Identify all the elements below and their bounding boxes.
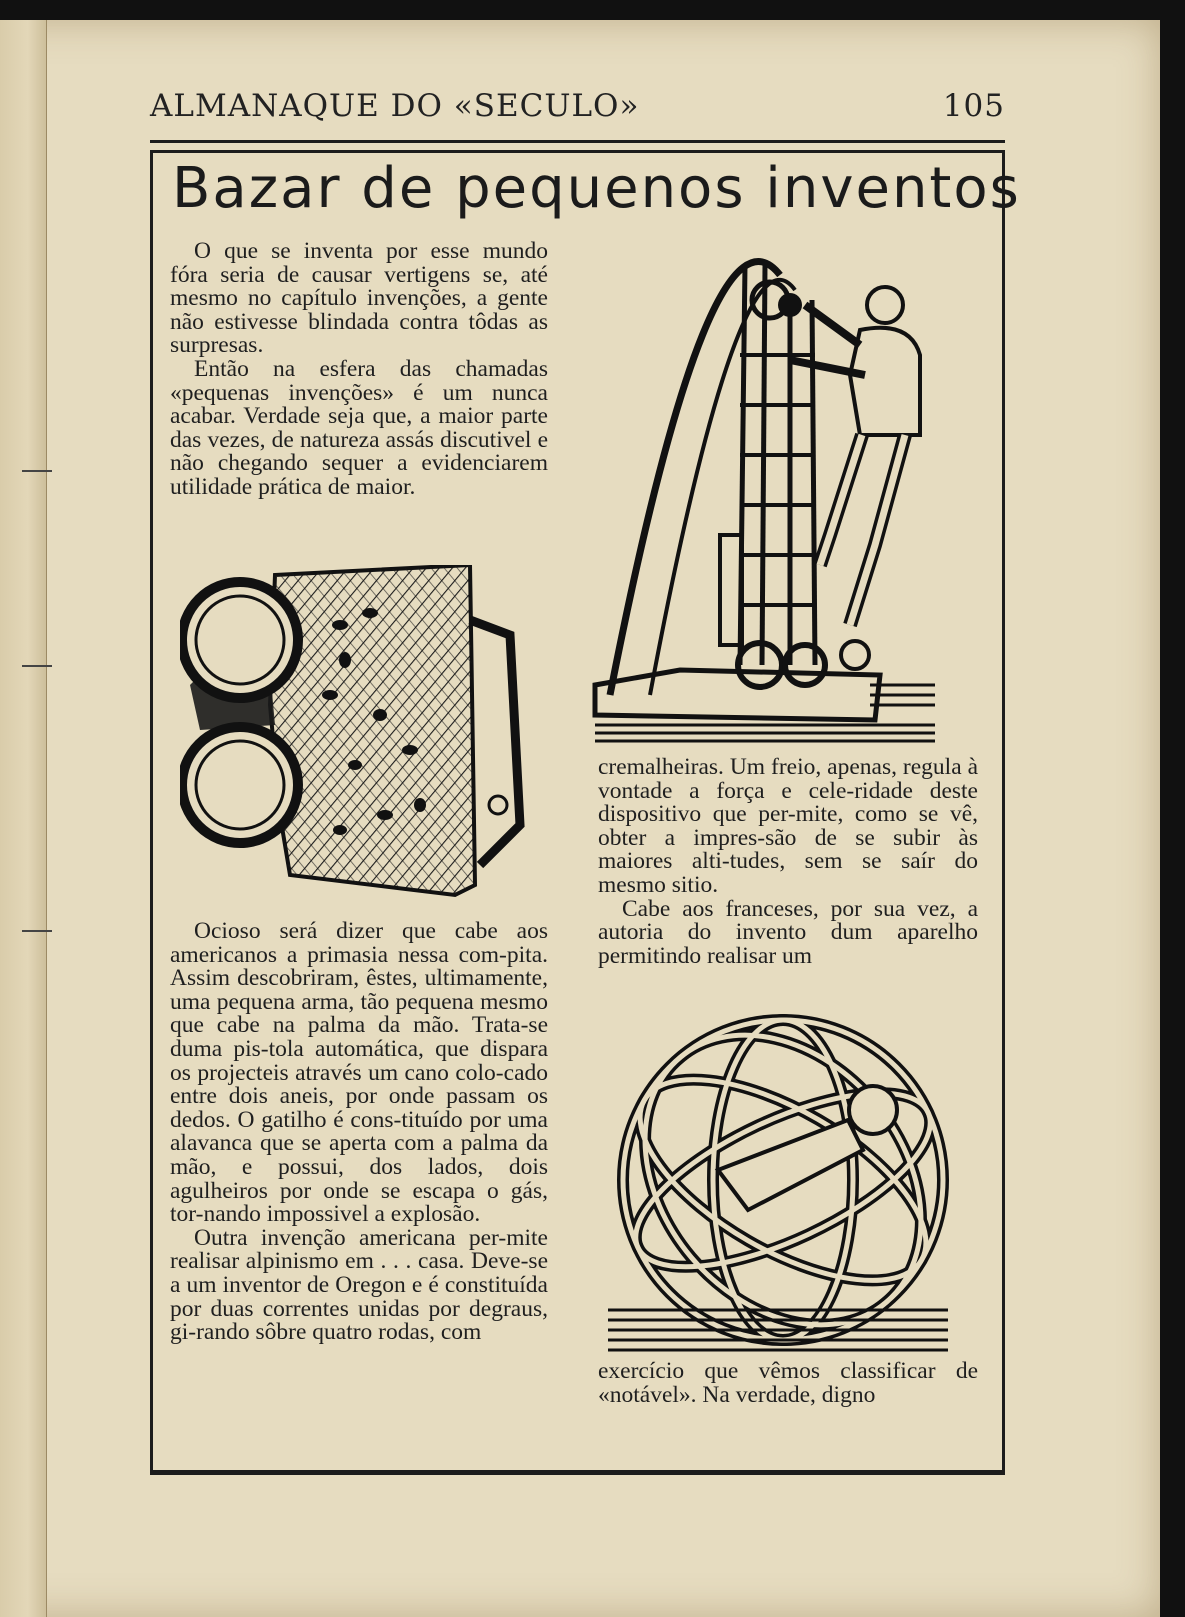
frame-bottom-rule — [150, 1470, 1005, 1474]
header-rule — [150, 140, 1005, 143]
paragraph: Cabe aos franceses, por sua vez, a autoria do invento dum aparelho permitindo realisar um — [598, 895, 978, 969]
paragraph: O que se inventa por esse mundo fóra seria de causar vertigens se, até mesmo no capítulo invenções, a gente não estivesse blindada contra tôdas as surpresas. — [170, 238, 548, 359]
paragraph: cremalheiras. Um freio, apenas, regula à vontade a força e cele-ridade deste dispositivo que per-mite, como se vê, obter a impres-são de se subir às maiores alti-tudes, sem se saír do mesmo sitio. — [598, 754, 978, 898]
paragraph: Então na esfera das chamadas «pequenas invenções» é um nunca acabar. Verdade seja que, a maior parte das vezes, de natureza assás discutivel e não chegando sequer a evidenciarem utilidade prática de maior. — [170, 355, 548, 500]
book-gutter — [0, 20, 47, 1617]
paragraph: Outra invenção americana per-mite realisar alpinismo em . . . casa. Deve-se a um inventor de Oregon e é constituída por duas correntes unidas por degraus, gi-rando sôbre quatro rodas, com — [170, 1224, 548, 1346]
climbing-machine-text — [598, 756, 978, 968]
exercise-sphere-illustration — [608, 1010, 978, 1380]
pistol-and-climbing-text — [170, 920, 548, 1345]
running-head — [150, 88, 1005, 132]
pocket-pistol-illustration — [180, 565, 545, 910]
paragraph: exercício que vêmos classificar de «notável». Na verdade, digno — [598, 1358, 978, 1408]
home-climbing-machine-illustration — [590, 245, 970, 750]
sphere-text — [598, 1360, 978, 1407]
article-title: Bazar de pequenos inventos — [172, 156, 1021, 221]
page-number: 105 — [942, 88, 1005, 124]
binding-mark — [22, 665, 52, 667]
intro-text — [170, 240, 548, 500]
paragraph: Ocioso será dizer que cabe aos americanos a primasia nessa com-pita. Assim descobriram, êstes, ultimamente, uma pequena arma, tão pequena mesmo que cabe na palma da mão. Trata-se duma pis-tola automática, que dispara os projecteis através um cano colo-cado entre dois aneis, por onde passam os dedos. O gatilho é cons-tituído por uma alavanca que se aperta com a palma da mão, e possui, dos lados, dois agulheiros por onde se escapa o gás, tor-nando impossivel a explosão. — [170, 918, 548, 1228]
binding-mark — [22, 930, 52, 932]
publication-title: ALMANAQUE DO «SECULO» — [150, 88, 640, 124]
binding-mark — [22, 470, 52, 472]
